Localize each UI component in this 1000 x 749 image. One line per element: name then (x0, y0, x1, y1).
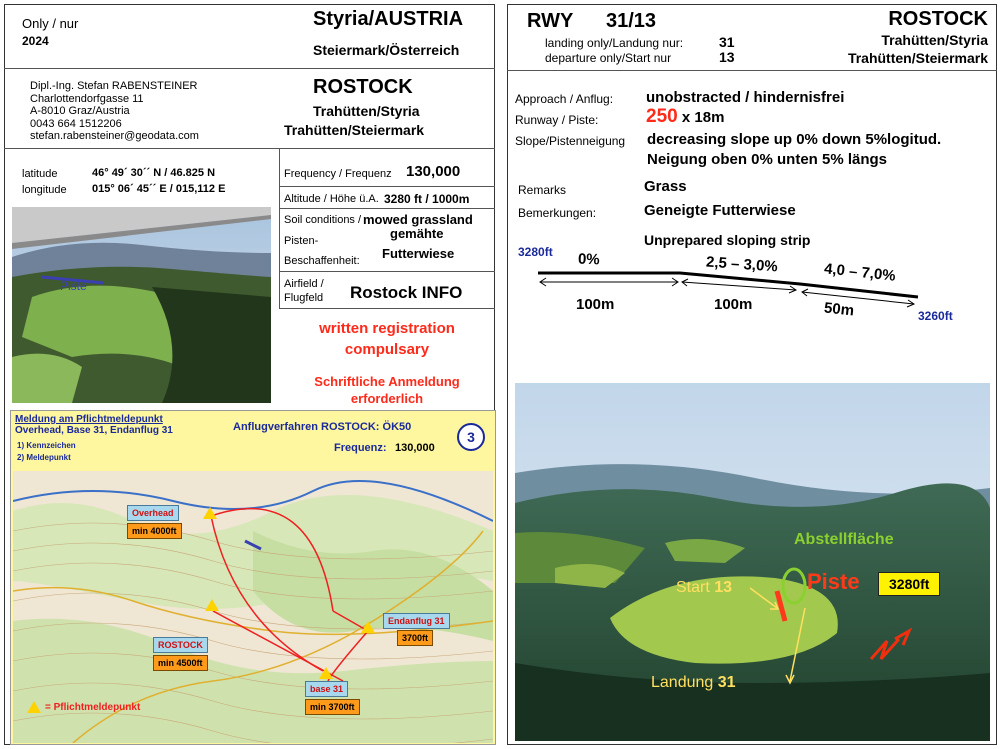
author-email[interactable]: stefan.rabensteiner@geodata.com (30, 130, 199, 142)
profile-left-elev: 3280ft (518, 245, 553, 259)
latitude-value: 46° 49´ 30´´ N / 46.825 N (92, 167, 216, 179)
slope-value-1: decreasing slope up 0% down 5%logitud. (647, 131, 942, 148)
airfield-sub2: Trahütten/Steiermark (284, 122, 425, 138)
registration-en (279, 318, 495, 360)
right-sub1: Trahütten/Styria (881, 32, 988, 48)
slope-value-2: Neigung oben 0% unten 5% längs (647, 151, 888, 168)
author-city: A-8010 Graz/Austria (30, 105, 130, 117)
frequency-label: Frequency / Frequenz (284, 168, 392, 180)
profile-right-elev: 3260ft (918, 309, 953, 323)
landing-value: 31 (719, 34, 735, 50)
overhead-altitude: min 4000ft (127, 523, 182, 539)
right-sub2: Trahütten/Steiermark (847, 50, 988, 66)
approach-item-1: 1) Kennzeichen (17, 441, 76, 450)
endanflug-reporting-point (361, 621, 375, 633)
longitude-label: longitude (22, 184, 67, 196)
base-label: base 31 (305, 681, 348, 697)
registration-de-2: erforderlich (350, 391, 424, 406)
landung-label (651, 674, 736, 692)
author-street: Charlottendorfgasse 11 (30, 92, 144, 105)
chart-number-badge: 3 (457, 423, 485, 451)
airfield-label-2: Flugfeld (284, 292, 324, 304)
bemerkungen-label: Bemerkungen: (518, 206, 597, 220)
altitude-label: Altitude / Höhe ü.A. (284, 193, 379, 205)
soil-label-2: Pisten- (284, 235, 319, 247)
rwy-value: 31/13 (606, 10, 657, 32)
endanflug-altitude: 3700ft (397, 630, 433, 646)
landing-label: landing only/Landung nur: (545, 36, 684, 50)
rwy-label: RWY (527, 10, 574, 32)
aerial-photo-left-graphic (12, 207, 271, 403)
profile-seg3-slope: 4,0 – 7,0% (823, 260, 897, 285)
year: 2024 (22, 34, 49, 48)
base-reporting-point (319, 667, 333, 679)
author-block (30, 80, 199, 143)
piste-label: Piste (807, 569, 860, 594)
rostock-altitude: min 4500ft (153, 655, 208, 671)
region-subtitle: Steiermark/Österreich (313, 42, 460, 58)
latitude-label: latitude (22, 168, 58, 180)
rostock-label: ROSTOCK (153, 637, 208, 653)
legend-reporting-point-icon (27, 701, 41, 713)
runway-width: x 18m (677, 109, 725, 126)
landung-label-text: Landung (651, 674, 714, 691)
profile-seg1-length: 100m (576, 296, 615, 313)
departure-value: 13 (719, 49, 735, 65)
region-title: Styria/AUSTRIA (313, 8, 464, 30)
soil-label-3: Beschaffenheit: (284, 255, 360, 267)
profile-seg3-length: 50m (823, 299, 855, 320)
rostock-reporting-point (205, 599, 219, 611)
approach-title-2: Overhead, Base 31, Endanflug 31 (15, 425, 173, 436)
right-title: ROSTOCK (888, 8, 988, 30)
overhead-reporting-point (203, 507, 217, 519)
aerial-photo-right (515, 383, 990, 741)
approach-chart (10, 410, 496, 745)
start-label (676, 579, 732, 597)
photo-piste-label: Piste (60, 279, 87, 293)
frequency-value: 130,000 (406, 163, 461, 180)
bemerkungen-value: Geneigte Futterwiese (644, 202, 796, 219)
approach-label: Approach / Anflug: (515, 92, 614, 106)
airfield-info: Rostock INFO (350, 283, 463, 302)
author-phone: 0043 664 1512206 (30, 117, 122, 130)
runway-length: 250 (646, 106, 678, 127)
approach-item-2: 2) Meldepunkt (17, 453, 71, 462)
airfield-title: ROSTOCK (313, 76, 413, 98)
abstellflaeche-label: Abstellfläche (794, 531, 894, 548)
start-label-value: 13 (714, 579, 733, 596)
topo-map (13, 471, 493, 743)
landung-label-value: 31 (717, 674, 736, 691)
approach-procedure: Anflugverfahren ROSTOCK: ÖK50 (233, 421, 412, 433)
runway-label: Runway / Piste: (515, 113, 599, 127)
airfield-sub1: Trahütten/Styria (313, 103, 420, 119)
approach-freq-label: Frequenz: (334, 442, 387, 454)
photo-elevation-badge: 3280ft (878, 572, 940, 596)
altitude-value: 3280 ft / 1000m (384, 192, 470, 206)
airfield-label-1: Airfield / (284, 278, 324, 290)
approach-title-1: Meldung am Pflichtmeldepunkt (15, 414, 163, 425)
overhead-label: Overhead (127, 505, 179, 521)
registration-de (279, 373, 495, 407)
departure-label: departure only/Start nur (545, 51, 672, 65)
only-label: Only / nur (22, 16, 79, 31)
remarks-label: Remarks (518, 183, 567, 197)
profile-seg2-length: 100m (714, 296, 753, 313)
aerial-photo-right-graphic (515, 383, 990, 741)
profile-seg2-slope: 2,5 – 3,0% (705, 253, 779, 276)
registration-de-1: Schriftliche Anmeldung (314, 374, 460, 389)
soil-label-1: Soil conditions / (284, 214, 362, 226)
registration-en-1: written registration (319, 320, 455, 337)
soil-value-3: Futterwiese (382, 246, 455, 261)
endanflug-label: Endanflug 31 (383, 613, 450, 629)
approach-freq-value: 130,000 (395, 442, 435, 454)
soil-value-1: mowed grassland (363, 212, 473, 227)
slope-label: Slope/Pistenneigung (515, 134, 626, 148)
author-name: Dipl.-Ing. Stefan RABENSTEINER (30, 80, 198, 92)
start-label-text: Start (676, 579, 710, 596)
registration-en-2: compulsary (344, 341, 430, 358)
legend-text: = Pflichtmeldepunkt (45, 702, 141, 713)
remarks-value: Grass (644, 178, 687, 195)
aerial-photo-left (12, 207, 271, 403)
soil-value-2: gemähte (390, 226, 444, 241)
runway-profile (510, 240, 994, 340)
strip-title: Unprepared sloping strip (644, 232, 811, 248)
longitude-value: 015° 06´ 45´´ E / 015,112 E (92, 183, 226, 195)
approach-value: unobstracted / hindernisfrei (646, 89, 845, 106)
profile-seg1-slope: 0% (577, 250, 600, 269)
base-altitude: min 3700ft (305, 699, 360, 715)
runway-dimensions (646, 106, 724, 128)
